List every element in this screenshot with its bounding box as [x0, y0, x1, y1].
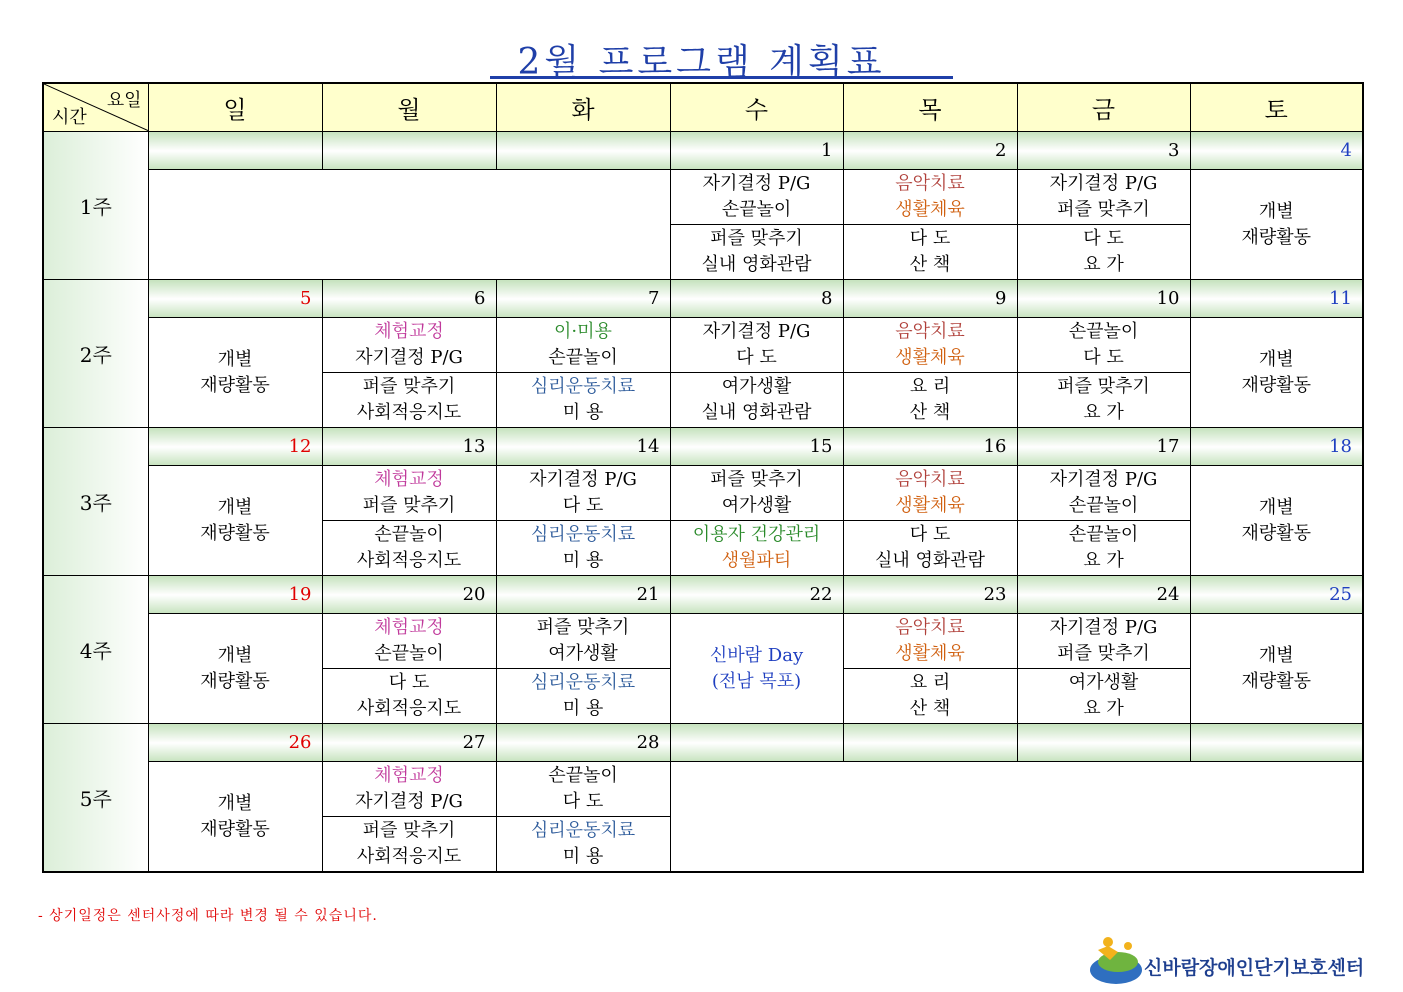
date-cell: 17 [1017, 428, 1190, 466]
activity-cell [843, 170, 1017, 225]
date-cell [1190, 724, 1363, 762]
activity-cell [1017, 170, 1190, 225]
date-cell [148, 132, 322, 170]
date-cell: 12 [148, 428, 322, 466]
activity-cell [670, 614, 843, 724]
activity-line: 퍼즐 맞추기 [710, 228, 803, 249]
week-label: 2주 [43, 280, 148, 428]
week-label: 3주 [43, 428, 148, 576]
activity-line: 손끝놀이 [1068, 321, 1139, 342]
activity-line: 퍼즐 맞추기 [362, 376, 456, 397]
date-cell: 14 [496, 428, 670, 466]
empty-cell [670, 762, 1363, 873]
date-cell: 1 [670, 132, 843, 170]
date-cell: 4 [1190, 132, 1363, 170]
activity-line: 개별 [217, 348, 253, 370]
activity-cell [843, 521, 1017, 576]
date-cell: 9 [843, 280, 1017, 318]
week-label: 1주 [43, 132, 148, 280]
date-cell: 23 [843, 576, 1017, 614]
activity-line: 재량활동 [200, 670, 270, 692]
activity-line: 미 용 [562, 402, 604, 423]
day-header-sun: 일 [148, 83, 322, 132]
activity-line: 여가생활 [721, 495, 792, 516]
date-cell [1017, 724, 1190, 762]
activity-line: 요 리 [909, 672, 951, 693]
date-cell: 25 [1190, 576, 1363, 614]
activity-line: 다 도 [1083, 228, 1124, 249]
week1-activity-row-top [43, 170, 1363, 225]
day-header-fri: 금 [1017, 83, 1190, 132]
activity-line: 체험교정 [374, 469, 444, 490]
date-cell: 5 [148, 280, 322, 318]
activity-line: 요 가 [1083, 550, 1124, 571]
activity-cell [1190, 466, 1363, 576]
activity-cell [1017, 318, 1190, 373]
activity-cell [322, 614, 496, 669]
activity-line: 다 도 [909, 524, 951, 545]
activity-line: 신바람 Day [709, 644, 804, 666]
activity-line: 산 책 [909, 402, 951, 423]
date-cell: 19 [148, 576, 322, 614]
activity-line: 재량활동 [1241, 374, 1312, 396]
activity-cell [322, 466, 496, 521]
date-cell: 18 [1190, 428, 1363, 466]
activity-line: 요 리 [909, 376, 951, 397]
activity-line: 여가생활 [548, 643, 618, 664]
activity-cell [670, 318, 843, 373]
activity-cell [148, 762, 322, 873]
activity-line: 음악치료 [895, 617, 965, 638]
day-header-thu: 목 [843, 83, 1017, 132]
activity-line: 재량활동 [1241, 670, 1312, 692]
activity-line: 자기결정 P/G [355, 347, 463, 368]
activity-line: 생월파티 [721, 550, 792, 571]
date-cell: 10 [1017, 280, 1190, 318]
activity-line: 체험교정 [374, 617, 444, 638]
activity-line: 자기결정 P/G [529, 469, 637, 490]
activity-line: 다 도 [1083, 347, 1124, 368]
date-cell: 20 [322, 576, 496, 614]
activity-cell [843, 318, 1017, 373]
schedule-table [42, 82, 1364, 873]
activity-cell [496, 373, 670, 428]
activity-cell [1017, 669, 1190, 724]
activity-line: 요 가 [1083, 698, 1124, 719]
footnote: - 상기일정은 센터사정에 따라 변경 될 수 있습니다. [38, 908, 378, 924]
activity-line: 사회적응지도 [356, 402, 462, 423]
activity-line: 퍼즐 맞추기 [710, 469, 803, 490]
week5-date-row [43, 724, 1363, 762]
date-cell [843, 724, 1017, 762]
activity-cell [148, 318, 322, 428]
activity-line: 개별 [217, 496, 253, 518]
activity-line: 퍼즐 맞추기 [1057, 643, 1150, 664]
activity-line: 손끝놀이 [374, 524, 444, 545]
activity-line: 체험교정 [374, 321, 444, 342]
activity-line: 퍼즐 맞추기 [362, 495, 456, 516]
activity-line: 퍼즐 맞추기 [1057, 376, 1150, 397]
corner-cell [43, 83, 148, 132]
week5-activity-row-top [43, 762, 1363, 817]
page-title: 2월 프로그램 계획표 [517, 42, 886, 83]
activity-line: 손끝놀이 [548, 765, 618, 786]
week1-date-row [43, 132, 1363, 170]
activity-cell [322, 817, 496, 873]
activity-line: 산 책 [909, 698, 951, 719]
activity-line: 손끝놀이 [721, 199, 792, 220]
activity-line: 생활체육 [895, 347, 965, 368]
activity-cell [843, 614, 1017, 669]
activity-cell [843, 669, 1017, 724]
activity-line: 자기결정 P/G [1049, 469, 1158, 490]
activity-cell [496, 762, 670, 817]
date-cell: 28 [496, 724, 670, 762]
activity-line: 사회적응지도 [356, 698, 462, 719]
activity-cell [670, 373, 843, 428]
activity-cell [670, 225, 843, 280]
date-cell: 26 [148, 724, 322, 762]
activity-line: 사회적응지도 [356, 846, 462, 867]
activity-line: 퍼즐 맞추기 [536, 617, 630, 638]
activity-cell [1017, 466, 1190, 521]
activity-line: 실내 영화관람 [874, 550, 986, 571]
date-cell [322, 132, 496, 170]
activity-cell [496, 466, 670, 521]
activity-cell [1017, 225, 1190, 280]
activity-line: 요 가 [1083, 402, 1124, 423]
activity-line: 재량활동 [200, 522, 270, 544]
activity-line: 재량활동 [200, 818, 270, 840]
activity-cell [670, 521, 843, 576]
activity-line: 심리운동치료 [530, 376, 636, 397]
activity-line: 자기결정 P/G [702, 321, 811, 342]
activity-cell [148, 466, 322, 576]
date-cell [496, 132, 670, 170]
activity-line: 자기결정 P/G [1049, 173, 1158, 194]
activity-line: 손끝놀이 [1068, 495, 1139, 516]
activity-line: 개별 [1258, 200, 1294, 222]
activity-cell [496, 817, 670, 873]
activity-line: 다 도 [736, 347, 777, 368]
activity-line: 이·미용 [554, 321, 612, 342]
date-cell: 24 [1017, 576, 1190, 614]
activity-line: 실내 영화관람 [701, 402, 812, 423]
title-underline [490, 76, 953, 79]
activity-line: 자기결정 P/G [702, 173, 811, 194]
activity-line: 손끝놀이 [374, 643, 444, 664]
day-header-mon: 월 [322, 83, 496, 132]
date-cell: 21 [496, 576, 670, 614]
activity-cell [1190, 170, 1363, 280]
activity-line: 개별 [1258, 644, 1294, 666]
activity-cell [322, 669, 496, 724]
header-row [43, 83, 1363, 132]
week3-activity-row-top [43, 466, 1363, 521]
date-cell: 13 [322, 428, 496, 466]
activity-cell [148, 614, 322, 724]
activity-line: 손끝놀이 [548, 347, 618, 368]
date-cell: 2 [843, 132, 1017, 170]
activity-line: 요 가 [1083, 254, 1124, 275]
activity-line: 개별 [1258, 496, 1294, 518]
date-cell: 27 [322, 724, 496, 762]
activity-line: 다 도 [562, 791, 604, 812]
activity-line: 산 책 [909, 254, 951, 275]
activity-cell [843, 373, 1017, 428]
corner-time-label: 시간 [52, 107, 87, 128]
date-cell: 3 [1017, 132, 1190, 170]
activity-line: 퍼즐 맞추기 [362, 820, 456, 841]
date-cell: 8 [670, 280, 843, 318]
activity-line: 음악치료 [895, 173, 965, 194]
activity-line: 퍼즐 맞추기 [1057, 199, 1150, 220]
activity-line: 심리운동치료 [530, 672, 636, 693]
activity-cell [322, 762, 496, 817]
activity-line: 심리운동치료 [530, 820, 636, 841]
week2-activity-row-top [43, 318, 1363, 373]
activity-line: 미 용 [562, 550, 604, 571]
activity-cell [670, 170, 843, 225]
week2-date-row [43, 280, 1363, 318]
activity-line: 생활체육 [895, 643, 965, 664]
date-cell: 15 [670, 428, 843, 466]
activity-cell [1017, 373, 1190, 428]
date-cell: 16 [843, 428, 1017, 466]
activity-line: 생활체육 [895, 199, 965, 220]
activity-cell [322, 521, 496, 576]
empty-cell [148, 170, 670, 280]
activity-cell [496, 521, 670, 576]
activity-line: 미 용 [562, 698, 604, 719]
activity-line: 심리운동치료 [530, 524, 636, 545]
activity-line: 재량활동 [1241, 226, 1312, 248]
activity-cell [843, 225, 1017, 280]
activity-cell [1017, 521, 1190, 576]
activity-cell [670, 466, 843, 521]
activity-cell [496, 318, 670, 373]
date-cell [670, 724, 843, 762]
activity-line: 개별 [1258, 348, 1294, 370]
activity-line: 재량활동 [200, 374, 270, 396]
center-name: 신바람장애인단기보호센터 [1144, 957, 1365, 979]
activity-line: 자기결정 P/G [355, 791, 463, 812]
activity-line: (전남 목포) [711, 670, 802, 692]
date-cell: 11 [1190, 280, 1363, 318]
activity-cell [322, 373, 496, 428]
activity-line: 미 용 [562, 846, 604, 867]
activity-cell [322, 318, 496, 373]
date-cell: 7 [496, 280, 670, 318]
day-header-tue: 화 [496, 83, 670, 132]
corner-day-label: 요일 [106, 90, 142, 111]
activity-line: 여가생활 [721, 376, 792, 397]
week-label: 4주 [43, 576, 148, 724]
date-cell: 6 [322, 280, 496, 318]
activity-cell [496, 614, 670, 669]
activity-cell [1190, 318, 1363, 428]
activity-line: 음악치료 [895, 321, 965, 342]
activity-line: 실내 영화관람 [701, 254, 812, 275]
activity-cell [496, 669, 670, 724]
activity-line: 손끝놀이 [1068, 524, 1139, 545]
week4-date-row [43, 576, 1363, 614]
date-cell: 22 [670, 576, 843, 614]
activity-line: 자기결정 P/G [1049, 617, 1158, 638]
activity-line: 다 도 [909, 228, 951, 249]
activity-line: 다 도 [562, 495, 604, 516]
activity-line: 체험교정 [374, 765, 444, 786]
activity-line: 다 도 [388, 672, 430, 693]
activity-line: 음악치료 [895, 469, 965, 490]
activity-line: 여가생활 [1068, 672, 1139, 693]
activity-line: 이용자 건강관리 [692, 524, 821, 545]
week-label: 5주 [43, 724, 148, 873]
activity-line: 개별 [217, 792, 253, 814]
activity-line: 사회적응지도 [356, 550, 462, 571]
activity-line: 생활체육 [895, 495, 965, 516]
day-header-sat: 토 [1190, 83, 1363, 132]
activity-cell [843, 466, 1017, 521]
day-header-wed: 수 [670, 83, 843, 132]
activity-line: 재량활동 [1241, 522, 1312, 544]
week4-activity-row-top [43, 614, 1363, 669]
week3-date-row [43, 428, 1363, 466]
activity-cell [1017, 614, 1190, 669]
activity-cell [1190, 614, 1363, 724]
activity-line: 개별 [217, 644, 253, 666]
